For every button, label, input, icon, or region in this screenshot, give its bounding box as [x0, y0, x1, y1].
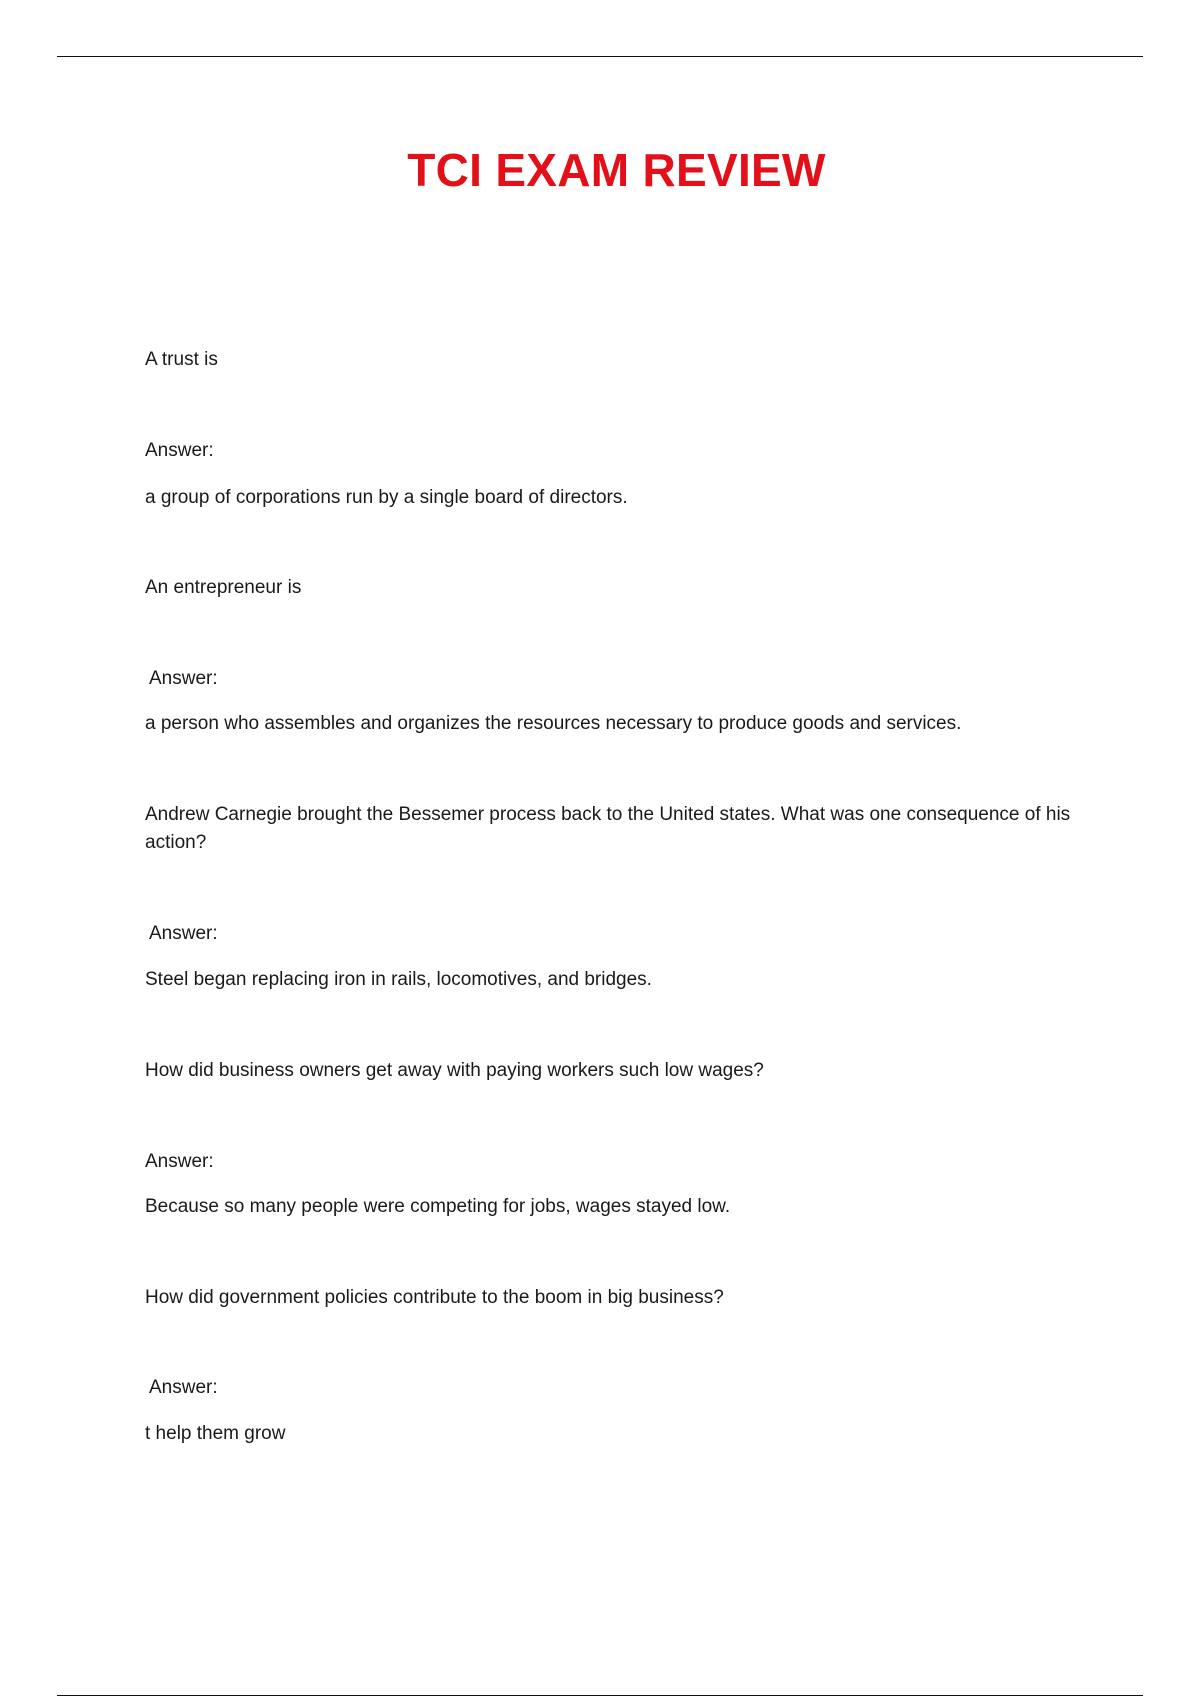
question-3: Andrew Carnegie brought the Bessemer process back to the United states. What was one consequence of his action?	[145, 804, 1071, 853]
header-rule	[57, 56, 1143, 57]
answer-label-4: Answer:	[145, 1151, 214, 1172]
answer-label-5: Answer:	[149, 1377, 218, 1398]
answer-1: a group of corporations run by a single board of directors.	[145, 487, 628, 508]
question-2: An entrepreneur is	[145, 577, 302, 598]
answer-label-1: Answer:	[145, 440, 214, 461]
answer-2: a person who assembles and organizes the resources necessary to produce goods and services.	[145, 713, 962, 734]
answer-label-3: Answer:	[149, 923, 218, 944]
document-title: TCI EXAM REVIEW	[407, 144, 826, 196]
answer-4: Because so many people were competing for jobs, wages stayed low.	[145, 1196, 731, 1217]
answer-label-2: Answer:	[149, 668, 218, 689]
question-5: How did government policies contribute to the boom in big business?	[145, 1287, 724, 1308]
question-1: A trust is	[145, 349, 218, 370]
answer-5: t help them grow	[145, 1423, 286, 1444]
footer-rule	[57, 1695, 1143, 1696]
answer-3: Steel began replacing iron in rails, locomotives, and bridges.	[145, 969, 652, 990]
question-4: How did business owners get away with paying workers such low wages?	[145, 1060, 764, 1081]
